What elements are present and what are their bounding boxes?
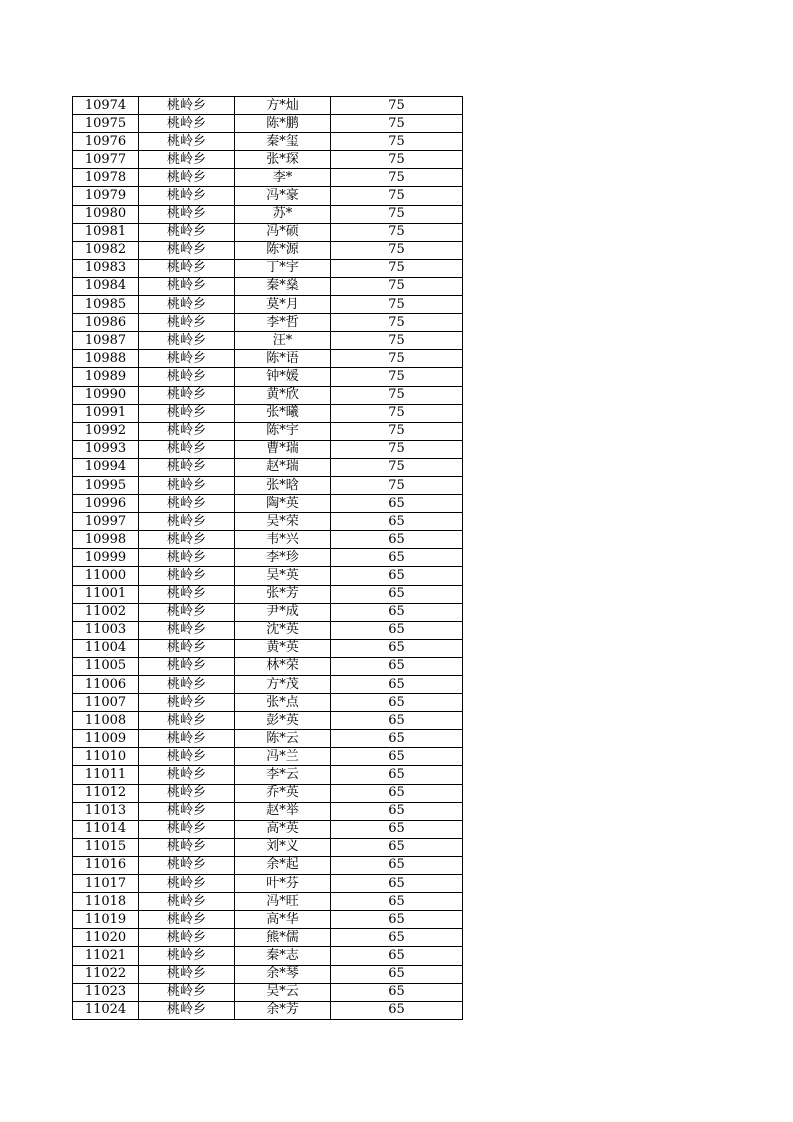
table-row [73,97,463,115]
table-row [73,1001,463,1019]
cell-town: 桃岭乡 [139,929,235,947]
table-row [73,585,463,603]
cell-id: 10995 [73,476,139,494]
table-row [73,115,463,133]
cell-score: 75 [331,151,463,169]
cell-id: 10977 [73,151,139,169]
cell-id: 10981 [73,223,139,241]
cell-id: 10985 [73,296,139,314]
cell-id: 11000 [73,567,139,585]
cell-id: 11006 [73,676,139,694]
cell-name: 苏* [235,205,331,223]
cell-name: 秦*玺 [235,133,331,151]
cell-id: 11007 [73,694,139,712]
cell-id: 10994 [73,458,139,476]
cell-id: 11002 [73,603,139,621]
cell-name: 叶*芬 [235,875,331,893]
table-row [73,911,463,929]
cell-name: 冯*硕 [235,223,331,241]
cell-name: 张*曦 [235,404,331,422]
cell-town: 桃岭乡 [139,296,235,314]
cell-id: 10989 [73,368,139,386]
cell-id: 10991 [73,404,139,422]
cell-score: 65 [331,748,463,766]
cell-score: 75 [331,350,463,368]
cell-name: 张*点 [235,694,331,712]
cell-score: 75 [331,440,463,458]
cell-score: 65 [331,929,463,947]
cell-id: 11008 [73,712,139,730]
cell-name: 李*珍 [235,549,331,567]
cell-name: 丁*宇 [235,259,331,277]
cell-town: 桃岭乡 [139,639,235,657]
table-row [73,621,463,639]
cell-name: 余*起 [235,856,331,874]
cell-town: 桃岭乡 [139,350,235,368]
cell-town: 桃岭乡 [139,712,235,730]
cell-id: 11010 [73,748,139,766]
cell-town: 桃岭乡 [139,332,235,350]
cell-score: 75 [331,458,463,476]
cell-name: 吴*荣 [235,513,331,531]
table-row [73,296,463,314]
cell-score: 75 [331,368,463,386]
cell-score: 65 [331,820,463,838]
cell-name: 黄*英 [235,639,331,657]
cell-town: 桃岭乡 [139,133,235,151]
cell-town: 桃岭乡 [139,549,235,567]
cell-id: 11020 [73,929,139,947]
cell-town: 桃岭乡 [139,169,235,187]
cell-id: 10976 [73,133,139,151]
cell-name: 乔*英 [235,784,331,802]
cell-score: 75 [331,332,463,350]
cell-id: 11018 [73,893,139,911]
cell-town: 桃岭乡 [139,241,235,259]
cell-town: 桃岭乡 [139,911,235,929]
cell-id: 11003 [73,621,139,639]
cell-name: 余*琴 [235,965,331,983]
cell-score: 65 [331,911,463,929]
cell-id: 10998 [73,531,139,549]
cell-score: 65 [331,621,463,639]
cell-name: 韦*兴 [235,531,331,549]
cell-score: 75 [331,404,463,422]
cell-town: 桃岭乡 [139,151,235,169]
cell-town: 桃岭乡 [139,368,235,386]
cell-town: 桃岭乡 [139,585,235,603]
cell-score: 65 [331,875,463,893]
table-row [73,458,463,476]
cell-name: 冯*旺 [235,893,331,911]
cell-id: 10979 [73,187,139,205]
cell-name: 陈*语 [235,350,331,368]
cell-id: 11004 [73,639,139,657]
cell-score: 65 [331,657,463,675]
cell-id: 10984 [73,277,139,295]
cell-name: 赵*举 [235,802,331,820]
table-row [73,657,463,675]
table-row [73,531,463,549]
cell-name: 钟*媛 [235,368,331,386]
table-row [73,187,463,205]
table-row [73,549,463,567]
cell-id: 10982 [73,241,139,259]
cell-id: 11013 [73,802,139,820]
table-row [73,440,463,458]
table-row [73,802,463,820]
table-row [73,676,463,694]
cell-id: 10974 [73,97,139,115]
cell-town: 桃岭乡 [139,766,235,784]
table-row [73,386,463,404]
table-row [73,893,463,911]
cell-name: 吴*英 [235,567,331,585]
table-row [73,639,463,657]
cell-score: 65 [331,893,463,911]
cell-town: 桃岭乡 [139,422,235,440]
table-row [73,259,463,277]
cell-name: 汪* [235,332,331,350]
cell-id: 11022 [73,965,139,983]
cell-score: 65 [331,513,463,531]
cell-name: 彭*英 [235,712,331,730]
cell-id: 11017 [73,875,139,893]
cell-town: 桃岭乡 [139,983,235,1001]
cell-town: 桃岭乡 [139,820,235,838]
table-row [73,694,463,712]
cell-name: 李* [235,169,331,187]
cell-score: 75 [331,314,463,332]
cell-town: 桃岭乡 [139,404,235,422]
table-row [73,495,463,513]
cell-town: 桃岭乡 [139,856,235,874]
cell-name: 陈*云 [235,730,331,748]
cell-score: 65 [331,603,463,621]
cell-name: 张*晗 [235,476,331,494]
table-row [73,929,463,947]
cell-id: 11023 [73,983,139,1001]
cell-id: 11021 [73,947,139,965]
cell-town: 桃岭乡 [139,1001,235,1019]
cell-score: 65 [331,802,463,820]
cell-score: 65 [331,639,463,657]
cell-score: 75 [331,386,463,404]
cell-id: 10975 [73,115,139,133]
cell-town: 桃岭乡 [139,947,235,965]
cell-name: 余*芳 [235,1001,331,1019]
cell-name: 陈*宇 [235,422,331,440]
table-row [73,350,463,368]
cell-id: 10993 [73,440,139,458]
cell-town: 桃岭乡 [139,223,235,241]
cell-name: 陈*源 [235,241,331,259]
cell-id: 10983 [73,259,139,277]
table-row [73,784,463,802]
cell-name: 方*茂 [235,676,331,694]
cell-id: 11011 [73,766,139,784]
table-row [73,947,463,965]
table-row [73,730,463,748]
table-row [73,820,463,838]
cell-name: 方*灿 [235,97,331,115]
cell-name: 莫*月 [235,296,331,314]
cell-town: 桃岭乡 [139,476,235,494]
cell-town: 桃岭乡 [139,657,235,675]
cell-name: 熊*儒 [235,929,331,947]
cell-score: 75 [331,259,463,277]
cell-score: 65 [331,676,463,694]
cell-town: 桃岭乡 [139,513,235,531]
table-row [73,838,463,856]
cell-score: 75 [331,97,463,115]
cell-town: 桃岭乡 [139,205,235,223]
cell-score: 75 [331,187,463,205]
cell-name: 高*英 [235,820,331,838]
cell-town: 桃岭乡 [139,875,235,893]
cell-town: 桃岭乡 [139,676,235,694]
cell-town: 桃岭乡 [139,893,235,911]
cell-town: 桃岭乡 [139,386,235,404]
table-row [73,513,463,531]
data-table [72,96,463,1020]
cell-id: 10990 [73,386,139,404]
cell-id: 11009 [73,730,139,748]
cell-name: 冯*豪 [235,187,331,205]
cell-town: 桃岭乡 [139,440,235,458]
table-row [73,277,463,295]
table-row [73,368,463,386]
table-row [73,151,463,169]
table-row [73,422,463,440]
cell-name: 高*华 [235,911,331,929]
cell-id: 11014 [73,820,139,838]
cell-score: 75 [331,277,463,295]
cell-id: 10992 [73,422,139,440]
cell-name: 冯*兰 [235,748,331,766]
cell-id: 11024 [73,1001,139,1019]
cell-score: 75 [331,476,463,494]
cell-town: 桃岭乡 [139,802,235,820]
table-row [73,241,463,259]
cell-score: 65 [331,766,463,784]
cell-score: 75 [331,422,463,440]
cell-id: 11016 [73,856,139,874]
cell-name: 李*云 [235,766,331,784]
cell-score: 75 [331,205,463,223]
table-row [73,223,463,241]
cell-id: 11001 [73,585,139,603]
cell-town: 桃岭乡 [139,97,235,115]
cell-score: 75 [331,296,463,314]
cell-score: 65 [331,730,463,748]
cell-score: 65 [331,947,463,965]
table-row [73,748,463,766]
cell-town: 桃岭乡 [139,784,235,802]
cell-town: 桃岭乡 [139,277,235,295]
cell-town: 桃岭乡 [139,567,235,585]
table-row [73,875,463,893]
cell-id: 10978 [73,169,139,187]
table-row [73,567,463,585]
table-row [73,476,463,494]
cell-town: 桃岭乡 [139,748,235,766]
cell-town: 桃岭乡 [139,115,235,133]
cell-score: 75 [331,241,463,259]
cell-score: 65 [331,712,463,730]
cell-id: 10999 [73,549,139,567]
table-row [73,169,463,187]
cell-id: 10997 [73,513,139,531]
table-row [73,314,463,332]
table-body [73,97,463,1020]
cell-name: 张*芳 [235,585,331,603]
cell-score: 65 [331,965,463,983]
cell-id: 10986 [73,314,139,332]
cell-id: 10987 [73,332,139,350]
cell-town: 桃岭乡 [139,187,235,205]
cell-name: 黄*欣 [235,386,331,404]
table-row [73,983,463,1001]
cell-town: 桃岭乡 [139,838,235,856]
cell-score: 65 [331,784,463,802]
cell-score: 65 [331,567,463,585]
cell-name: 赵*瑞 [235,458,331,476]
cell-score: 65 [331,983,463,1001]
cell-score: 65 [331,838,463,856]
table-row [73,603,463,621]
cell-name: 李*哲 [235,314,331,332]
cell-name: 沈*英 [235,621,331,639]
cell-id: 11005 [73,657,139,675]
cell-id: 11015 [73,838,139,856]
cell-town: 桃岭乡 [139,965,235,983]
cell-town: 桃岭乡 [139,495,235,513]
cell-name: 陶*英 [235,495,331,513]
cell-score: 65 [331,585,463,603]
cell-town: 桃岭乡 [139,603,235,621]
cell-score: 65 [331,531,463,549]
cell-score: 75 [331,169,463,187]
table-row [73,404,463,422]
cell-score: 65 [331,856,463,874]
table-row [73,766,463,784]
cell-town: 桃岭乡 [139,531,235,549]
cell-name: 张*琛 [235,151,331,169]
table-row [73,205,463,223]
cell-score: 65 [331,1001,463,1019]
cell-name: 曹*瑞 [235,440,331,458]
cell-town: 桃岭乡 [139,458,235,476]
cell-town: 桃岭乡 [139,694,235,712]
cell-town: 桃岭乡 [139,621,235,639]
cell-name: 刘*义 [235,838,331,856]
cell-name: 吴*云 [235,983,331,1001]
cell-score: 75 [331,115,463,133]
table-row [73,856,463,874]
cell-score: 65 [331,694,463,712]
cell-id: 11019 [73,911,139,929]
cell-name: 林*荣 [235,657,331,675]
cell-id: 11012 [73,784,139,802]
cell-name: 秦*志 [235,947,331,965]
cell-score: 75 [331,133,463,151]
cell-id: 10980 [73,205,139,223]
table-row [73,332,463,350]
table-row [73,965,463,983]
cell-id: 10996 [73,495,139,513]
cell-town: 桃岭乡 [139,730,235,748]
cell-score: 65 [331,495,463,513]
cell-town: 桃岭乡 [139,259,235,277]
cell-name: 陈*鹏 [235,115,331,133]
cell-town: 桃岭乡 [139,314,235,332]
cell-id: 10988 [73,350,139,368]
cell-name: 秦*燊 [235,277,331,295]
table-row [73,133,463,151]
table-row [73,712,463,730]
cell-score: 65 [331,549,463,567]
cell-name: 尹*成 [235,603,331,621]
cell-score: 75 [331,223,463,241]
